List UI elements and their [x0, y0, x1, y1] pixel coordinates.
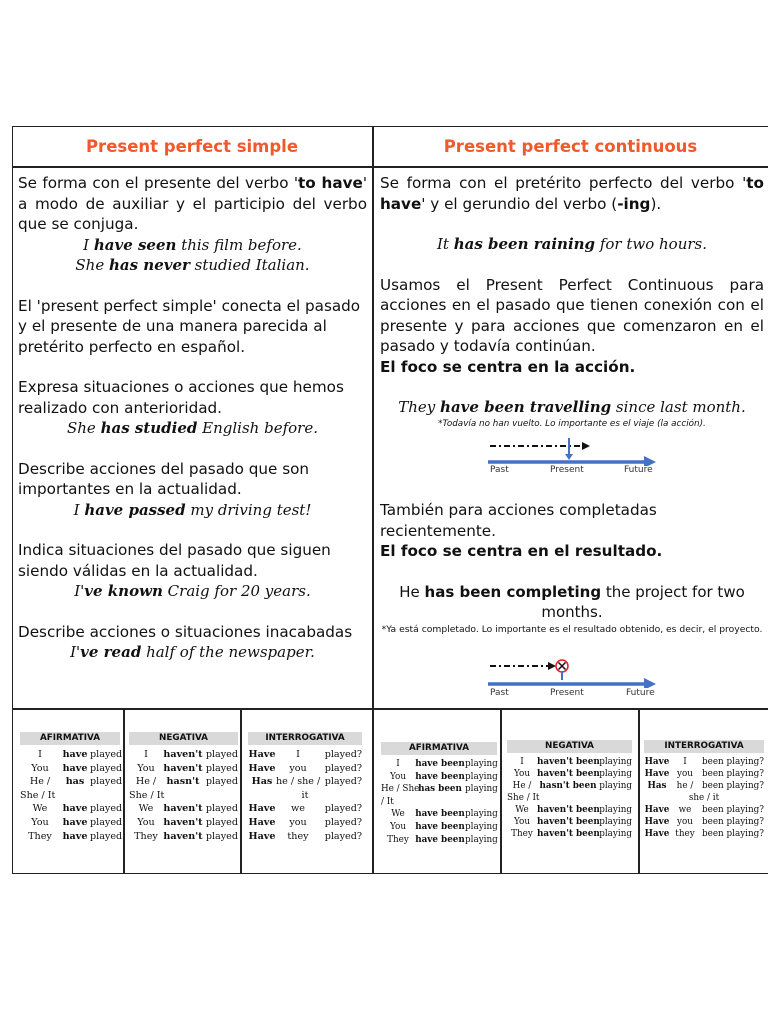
table-cell: You [31, 816, 49, 828]
table-cell: played [90, 816, 123, 828]
table-cell: they [675, 829, 695, 839]
table-cell: played? [324, 803, 362, 815]
table-cell: have been [415, 834, 465, 845]
table-cell: You [137, 762, 155, 774]
table-cell: haven't been [537, 829, 600, 839]
table-row [129, 762, 238, 776]
table-cell: He / [29, 776, 51, 788]
table-simple-interrogativa [248, 732, 362, 843]
table-cell: We [138, 803, 154, 815]
table-cell: played [90, 749, 123, 760]
table-cell: She / It [507, 793, 540, 803]
table-cell: hasn't been [539, 781, 597, 791]
table-cell: it [301, 789, 309, 801]
tables-divider [12, 708, 768, 710]
table-row [381, 808, 497, 821]
table-cell: played? [324, 830, 362, 842]
table-row [644, 756, 764, 768]
table-continuous-negativa [507, 740, 632, 840]
example-sentence: She has studied English before. [67, 419, 318, 437]
table-row [381, 821, 497, 834]
focus-action: El foco se centra en la acción. [380, 357, 636, 376]
table-cell: They [387, 834, 409, 845]
table-cell: He / She [381, 784, 420, 795]
table-header: NEGATIVA [129, 732, 238, 745]
table-cell: playing [599, 757, 632, 767]
table-row [20, 802, 123, 816]
table-cell: You [513, 769, 530, 779]
table-row [644, 804, 764, 816]
table-cell: They [28, 830, 52, 842]
table-cell: playing [599, 817, 632, 827]
table-cell: haven't been [537, 805, 600, 815]
timeline-graphic [486, 658, 666, 688]
table-cell: I [683, 757, 687, 767]
paragraph: Usamos el Present Perfect Continuous para acciones en el pasado que tienen conexión con el presente y para acciones que comenzaron en el pasado y todavía continúan. [380, 275, 764, 355]
table-cell: I [396, 759, 400, 769]
table-cell: playing [465, 759, 498, 769]
table-cell: Have [248, 762, 276, 774]
table-cell: haven't been [537, 817, 600, 827]
simple-explanation [18, 173, 367, 663]
table-cell: playing [599, 769, 632, 779]
table-cell: He / [135, 776, 157, 788]
header-present-perfect-continuous: Present perfect continuous [443, 136, 698, 156]
table-cell: Have [644, 829, 670, 839]
table-cell: been playing? [702, 769, 764, 779]
table-cell: We [391, 809, 405, 820]
table-row [20, 789, 120, 803]
table-cell: she / it [688, 793, 720, 803]
example-sentence: It has been raining for two hours. [436, 235, 707, 253]
continuous-explanation-2 [380, 500, 764, 636]
header-divider [12, 166, 768, 168]
example-sentence: I have seen this film before. [83, 235, 302, 254]
table-row [129, 789, 238, 803]
table-cell: playing [465, 834, 498, 845]
table-cell: Have [248, 749, 276, 760]
table-cell: Have [248, 830, 276, 842]
paragraph: Expresa situaciones o acciones que hemos realizado con anterioridad. [18, 378, 344, 417]
timeline-graphic [486, 436, 666, 466]
table-simple-afirmativa [20, 732, 123, 843]
table-cell: playing [599, 781, 632, 791]
table-divider [240, 708, 242, 874]
table-cell: You [389, 771, 406, 782]
table-cell: have been [415, 821, 465, 832]
table-cell: You [389, 821, 406, 832]
simple-intro: Se forma con el presente del verbo 'to have' a modo de auxiliar y el participio del verbo que se conjuga. [18, 174, 367, 233]
table-cell: playing [465, 809, 498, 820]
table-row [20, 830, 123, 844]
table-cell: We [515, 805, 529, 815]
table-row [507, 804, 632, 816]
table-cell: have [62, 803, 88, 815]
table-cell: have [62, 762, 88, 774]
table-header: AFIRMATIVA [381, 742, 497, 755]
table-cell: been playing? [702, 757, 764, 767]
table-cell: been playing? [702, 781, 764, 791]
table-simple-negativa [129, 732, 238, 843]
table-cell: You [513, 817, 530, 827]
table-row [248, 775, 362, 789]
table-cell: we [291, 803, 305, 815]
table-row [644, 816, 764, 828]
table-cell: have [62, 830, 88, 842]
table-row [644, 828, 764, 840]
continuous-explanation [380, 173, 764, 430]
paragraph: El 'present perfect simple' conecta el pasado y el presente de una manera parecida al pretérito perfecto en español. [18, 296, 361, 356]
table-cell: been playing? [702, 829, 764, 839]
table-row [381, 771, 497, 784]
table-cell: I [520, 757, 524, 767]
table-divider [500, 708, 502, 874]
table-row [20, 762, 123, 776]
table-cell: you [289, 816, 307, 828]
table-row [644, 780, 764, 792]
table-header: INTERROGATIVA [248, 732, 362, 745]
table-row [507, 816, 632, 828]
footnote: *Todavía no han vuelto. Lo importante es el viaje (la acción). [438, 418, 706, 429]
table-cell: have been [415, 759, 465, 769]
table-row [248, 762, 362, 776]
table-row [381, 834, 497, 847]
table-row [248, 802, 362, 816]
table-cell: played [90, 776, 123, 788]
table-cell: have been [415, 771, 465, 782]
table-cell: has been [418, 784, 462, 795]
paragraph: Indica situaciones del pasado que siguen siendo válidas en la actualidad. [18, 541, 331, 580]
table-cell: playing [599, 805, 632, 815]
table-row [381, 796, 497, 809]
table-cell: He / [512, 781, 532, 791]
table-cell: you [677, 817, 693, 827]
table-row [129, 802, 238, 816]
header-present-perfect-simple: Present perfect simple [85, 136, 299, 156]
table-cell: playing [465, 784, 498, 795]
table-cell: you [289, 762, 307, 774]
example-sentence: I've read half of the newspaper. [70, 643, 315, 661]
table-cell: played? [324, 762, 362, 774]
timeline-present: Present [550, 688, 584, 698]
table-cell: played [205, 803, 238, 815]
table-row [248, 816, 362, 830]
table-cell: they [287, 830, 309, 842]
table-cell: played [90, 803, 123, 815]
timeline-result [486, 658, 666, 702]
table-cell: They [134, 830, 158, 842]
example-sentence: She has never studied Italian. [75, 256, 310, 274]
timeline-past: Past [490, 465, 509, 475]
table-row [129, 830, 238, 844]
table-cell: Have [644, 757, 670, 767]
column-divider [372, 126, 374, 874]
table-cell: you [677, 769, 693, 779]
table-cell: Has [251, 776, 273, 788]
timeline-past: Past [490, 688, 509, 698]
table-cell: You [137, 816, 155, 828]
table-row [20, 816, 123, 830]
table-row [129, 748, 238, 762]
table-cell: Have [644, 817, 670, 827]
table-cell: haven't been [537, 757, 600, 767]
table-cell: has [65, 776, 85, 788]
table-cell: haven't [163, 830, 203, 842]
table-row [248, 789, 362, 803]
table-row [20, 775, 123, 789]
paragraph: Describe acciones o situaciones inacabadas [18, 622, 353, 641]
table-cell: I [296, 749, 300, 760]
table-cell: haven't [163, 803, 203, 815]
table-cell: played [205, 762, 238, 774]
table-row [248, 830, 362, 844]
table-cell: haven't [163, 749, 203, 760]
continuous-intro: Se forma con el pretérito perfecto del verbo 'to have' y el gerundio del verbo (-ing). [380, 174, 764, 213]
table-cell: hasn't [166, 776, 200, 788]
timeline-future: Future [626, 688, 655, 698]
table-header: AFIRMATIVA [20, 732, 120, 745]
table-cell: played [90, 762, 123, 774]
timeline-action [486, 436, 666, 480]
table-row [507, 780, 632, 792]
table-cell: have [62, 749, 88, 760]
table-row [248, 748, 362, 762]
example-sentence: I have passed my driving test! [73, 500, 312, 519]
table-continuous-interrogativa [644, 740, 764, 840]
table-cell: he / she / [276, 776, 321, 788]
table-cell: Have [248, 803, 276, 815]
table-cell: / It [381, 796, 394, 807]
table-cell: played? [324, 776, 362, 788]
table-cell: played? [324, 816, 362, 828]
table-cell: Have [644, 769, 670, 779]
table-cell: I [144, 749, 148, 760]
table-cell: been playing? [702, 817, 764, 827]
footnote: *Ya está completado. Lo importante es el resultado obtenido, es decir, el proyecto. [381, 623, 763, 635]
table-cell: We [32, 803, 48, 815]
table-cell: been playing? [702, 805, 764, 815]
table-divider [123, 708, 125, 874]
focus-result: El foco se centra en el resultado. [380, 542, 663, 560]
table-cell: They [511, 829, 533, 839]
table-cell: Have [248, 816, 276, 828]
table-cell: I [38, 749, 42, 760]
table-header: INTERROGATIVA [644, 740, 764, 753]
table-cell: haven't [163, 762, 203, 774]
table-row [507, 756, 632, 768]
table-cell: played [205, 749, 238, 760]
table-cell: played? [324, 749, 362, 760]
table-cell: Have [644, 805, 670, 815]
example-sentence: I've known Craig for 20 years. [74, 582, 311, 600]
table-row [129, 816, 238, 830]
table-cell: have been [415, 809, 465, 820]
table-row [507, 792, 632, 804]
table-row [381, 783, 497, 796]
table-cell: She / It [129, 789, 165, 801]
table-cell: he / [676, 781, 694, 791]
table-cell: played [205, 830, 238, 842]
table-cell: played [90, 830, 123, 842]
paragraph: Describe acciones del pasado que son importantes en la actualidad. [18, 459, 310, 498]
table-cell: played [205, 816, 238, 828]
table-cell: haven't [163, 816, 203, 828]
table-cell: You [31, 762, 49, 774]
table-cell: She / It [20, 789, 56, 801]
table-row [644, 768, 764, 780]
table-row [507, 828, 632, 840]
table-cell: we [678, 805, 692, 815]
timeline-present: Present [550, 465, 584, 475]
timeline-future: Future [624, 465, 653, 475]
paragraph: También para acciones completadas recientemente. [380, 501, 657, 540]
table-cell: have [62, 816, 88, 828]
table-cell: playing [465, 821, 498, 832]
example-sentence: He has been completing the project for two months. [399, 582, 745, 621]
table-row [20, 748, 123, 762]
table-row [381, 758, 497, 771]
table-cell: played [205, 776, 238, 788]
example-sentence: They have been travelling since last month. [398, 398, 746, 416]
table-row [129, 775, 238, 789]
table-cell: Has [647, 781, 667, 791]
table-cell: haven't been [537, 769, 600, 779]
table-cell: playing [599, 829, 632, 839]
table-cell: playing [465, 771, 498, 782]
table-continuous-afirmativa [381, 742, 497, 846]
table-row [507, 768, 632, 780]
table-row [644, 792, 764, 804]
table-divider [638, 708, 640, 874]
table-header: NEGATIVA [507, 740, 632, 753]
